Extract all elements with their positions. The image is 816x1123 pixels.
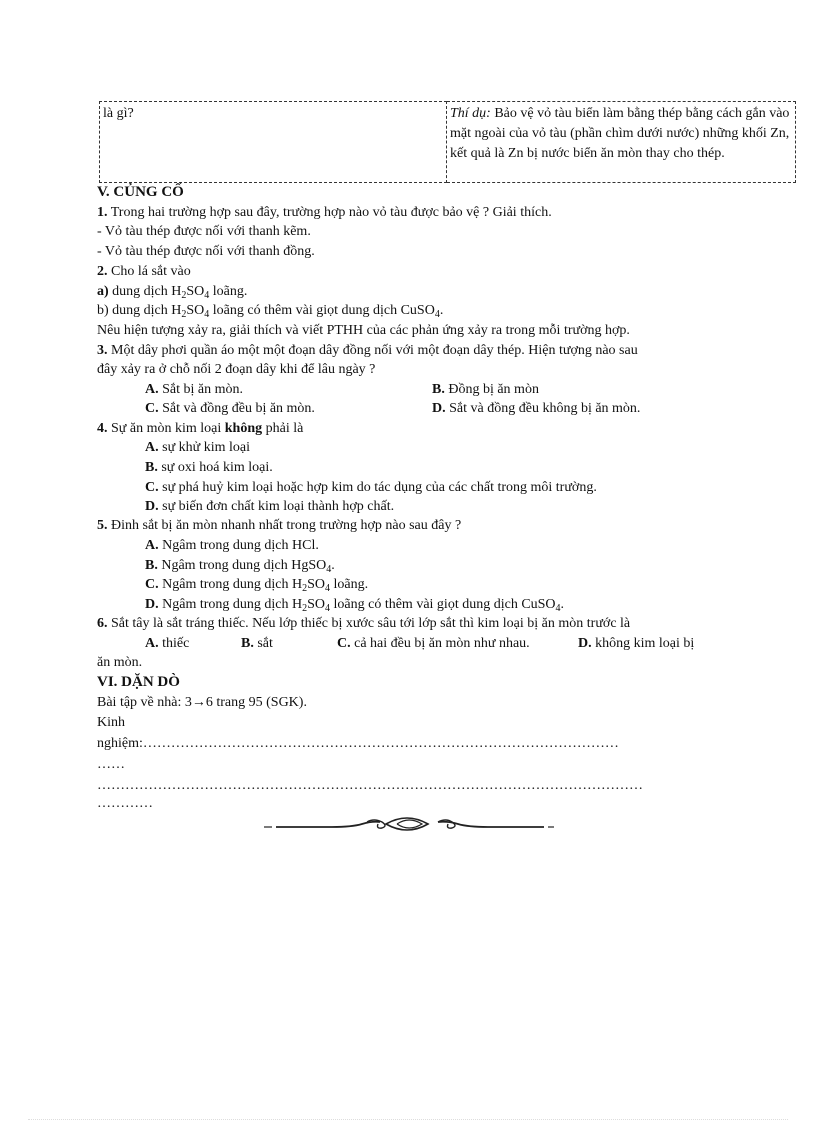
- question-4-option-d: D. sự biến đơn chất kim loại thành hợp chất.: [145, 499, 395, 514]
- question-6-option-d-cont: ăn mòn.: [97, 655, 143, 670]
- question-5-option-b: B. Ngâm trong dung dịch HgSO$_4$.: [145, 558, 335, 575]
- question-5-option-c: C. Ngâm trong dung dịch $H_2SO_4$ loãng.: [145, 577, 369, 594]
- experience-line-1: nghiệm:…………………………………………………………………………………………: [97, 736, 619, 751]
- lesson-table: [99, 101, 796, 183]
- ornament-divider: [262, 812, 556, 836]
- question-3-option-b: B. Đồng bị ăn mòn: [432, 382, 539, 397]
- question-4: 4. Sự ăn mòn kim loại không phải là: [97, 421, 304, 436]
- question-5-option-d: D. Ngâm trong dung dịch $H_2SO_4$ loãng có thêm vài giọt dung dịch CuSO$_4$.: [145, 597, 565, 614]
- question-4-option-a: A. sự khử kim loại: [145, 440, 251, 455]
- page-bottom-rule: [28, 1119, 788, 1120]
- experience-line-3: ………………………………………………………………………………………………………: [97, 778, 643, 793]
- question-3-option-c: C. Sắt và đồng đều bị ăn mòn.: [145, 401, 315, 416]
- question-3-line-2: đây xảy ra ở chỗ nối 2 đoạn dây khi để lâu ngày ?: [97, 362, 376, 377]
- section-5-heading: V. CỦNG CỐ: [97, 184, 184, 200]
- table-right-cell: [447, 102, 796, 183]
- question-2: 2. Cho lá sắt vào: [97, 264, 191, 279]
- table-left-cell: [100, 102, 447, 183]
- homework-line: Bài tập về nhà: 3→6 trang 95 (SGK).: [97, 695, 307, 710]
- experience-label: Kinh: [97, 715, 125, 730]
- table-left-text: là gì?: [103, 106, 134, 121]
- question-4-option-c: C. sự phá huỷ kim loại hoặc hợp kim do tác dụng của các chất trong môi trường.: [145, 480, 597, 495]
- example-text: Bảo vệ vỏ tàu biển làm bằng thép bằng cách gắn vào mặt ngoài của vỏ tàu (phần chìm dưới nước) những khối Zn, kết quả là Zn bị nước biển ăn mòn thay cho thép.: [450, 106, 790, 161]
- question-2-option-b: b) dung dịch $H_2SO_4$ loãng có thêm vài giọt dung dịch CuSO$_4$.: [97, 303, 444, 320]
- question-6-option-b: B. sắt: [241, 636, 273, 651]
- question-1-option-b: - Vỏ tàu thép được nối với thanh đồng.: [97, 244, 315, 259]
- question-5: 5. Đinh sắt bị ăn mòn nhanh nhất trong trường hợp nào sau đây ?: [97, 518, 462, 533]
- experience-line-2: ……: [97, 757, 125, 772]
- question-5-option-a: A. Ngâm trong dung dịch HCl.: [145, 538, 319, 553]
- question-6-option-a: A. thiếc: [145, 636, 190, 651]
- question-6-option-c: C. cả hai đều bị ăn mòn như nhau.: [337, 636, 530, 651]
- question-4-option-b: B. sự oxi hoá kim loại.: [145, 460, 273, 475]
- question-3-option-a: A. Sắt bị ăn mòn.: [145, 382, 244, 397]
- question-1-option-a: - Vỏ tàu thép được nối với thanh kẽm.: [97, 224, 311, 239]
- question-1: 1. Trong hai trường hợp sau đây, trường hợp nào vỏ tàu được bảo vệ ? Giải thích.: [97, 205, 552, 220]
- experience-line-4: …………: [97, 796, 153, 811]
- question-6: 6. Sắt tây là sắt tráng thiếc. Nếu lớp thiếc bị xước sâu tới lớp sắt thì kim loại bị ăn mòn trước là: [97, 616, 631, 631]
- question-3-option-d: D. Sắt và đồng đều không bị ăn mòn.: [432, 401, 641, 416]
- question-2-option-a: a) dung dịch $H_2SO_4$ loãng.: [97, 284, 248, 301]
- example-label: Thí dụ:: [450, 106, 491, 121]
- question-2-note: Nêu hiện tượng xảy ra, giải thích và viết PTHH của các phản ứng xảy ra trong mỗi trường hợp.: [97, 323, 630, 338]
- question-6-option-d: D. không kim loại bị: [578, 636, 695, 651]
- question-3-line-1: 3. Một dây phơi quần áo một một đoạn dây đồng nối với một đoạn dây thép. Hiện tượng nào sau: [97, 343, 638, 358]
- section-6-heading: VI. DẶN DÒ: [97, 674, 180, 690]
